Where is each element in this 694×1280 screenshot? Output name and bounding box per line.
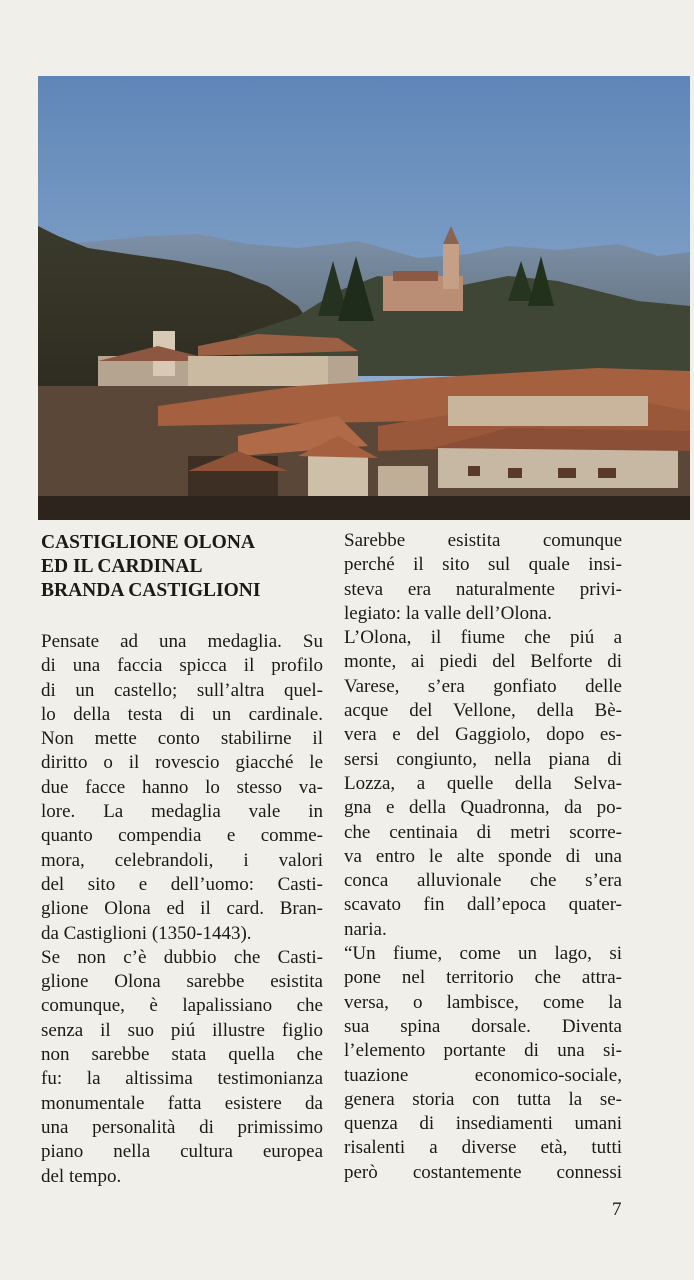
text-line: scavato fin dall’epoca quater- xyxy=(344,894,622,916)
text-line: “Un fiume, come un lago, si xyxy=(344,943,622,965)
text-line: sersi congiunto, nella piana di xyxy=(344,748,622,770)
text-line: glione Olona sarebbe esistita xyxy=(41,971,323,993)
text-line: gna e della Quadronna, da po- xyxy=(344,797,622,819)
text-line: vera e del Gaggiolo, dopo es- xyxy=(344,724,622,746)
title-line: BRANDA CASTIGLIONI xyxy=(41,580,261,601)
text-line: da Castiglioni (1350-1443). xyxy=(41,922,252,944)
text-line: Lozza, a quelle della Selva- xyxy=(344,772,622,794)
text-line: Sarebbe esistita comunque xyxy=(344,530,622,551)
right-body-text xyxy=(344,529,622,1185)
text-line: risalenti a diverse età, tutti xyxy=(344,1137,622,1159)
text-line: va entro le alte sponde di una xyxy=(344,845,622,867)
text-line: che centinaia di metri scorre- xyxy=(344,821,622,843)
title-line: ED IL CARDINAL xyxy=(41,556,203,577)
text-line: fu: la altissima testimonianza xyxy=(41,1068,323,1090)
text-line: perché il sito sul quale insi- xyxy=(344,554,622,576)
text-line: di una faccia spicca il profilo xyxy=(41,655,323,677)
text-line: di un castello; sull’altra quel- xyxy=(41,679,323,701)
text-line: quanto compendia e comme- xyxy=(41,825,323,847)
text-line: genera storia con tutta la se- xyxy=(344,1088,622,1110)
text-line: legiato: la valle dell’Olona. xyxy=(344,602,552,624)
text-line: mora, celebrandoli, i valori xyxy=(41,849,323,871)
text-line: lore. La medaglia vale in xyxy=(41,801,323,823)
text-line: comunque, è lapalissiano che xyxy=(41,995,323,1017)
village-photo-illustration xyxy=(38,76,690,520)
text-line: pone nel territorio che attra- xyxy=(344,967,622,989)
text-line: senza il suo piú illustre figlio xyxy=(41,1019,323,1041)
text-line: Se non c’è dubbio che Casti- xyxy=(41,946,323,968)
text-line: tuazione economico-sociale, xyxy=(344,1064,622,1086)
text-line: naria. xyxy=(344,918,387,940)
text-line: diritto o il rovescio giacché le xyxy=(41,752,323,774)
text-line: L’Olona, il fiume che piú a xyxy=(344,627,622,649)
text-line: versa, o lambisce, come la xyxy=(344,991,622,1013)
text-line: quenza di insediamenti umani xyxy=(344,1113,622,1135)
text-line: una personalità di primissimo xyxy=(41,1116,323,1138)
text-line: steva era naturalmente privi- xyxy=(344,578,622,600)
text-line: monte, ai piedi del Belforte di xyxy=(344,651,622,673)
page-number: 7 xyxy=(612,1199,622,1220)
text-line: due facce hanno lo stesso va- xyxy=(41,776,323,798)
text-line: sua spina dorsale. Diventa xyxy=(344,1015,622,1037)
text-line: però costantemente connessi xyxy=(344,1161,622,1183)
text-line: glione Olona ed il card. Bran- xyxy=(41,898,323,920)
left-body-text xyxy=(41,630,323,1189)
text-line: Non mette conto stabilirne il xyxy=(41,728,323,750)
text-line: l’elemento portante di una si- xyxy=(344,1040,622,1062)
text-line: del sito e dell’uomo: Casti- xyxy=(41,873,323,895)
text-line: acque del Vellone, della Bè- xyxy=(344,700,622,722)
text-line: Pensate ad una medaglia. Su xyxy=(41,631,323,652)
text-line: del tempo. xyxy=(41,1165,122,1187)
text-line: piano nella cultura europea xyxy=(41,1141,323,1163)
text-line: lo della testa di un cardinale. xyxy=(41,703,323,725)
text-line: Varese, s’era gonfiato delle xyxy=(344,675,622,697)
village-photograph xyxy=(38,76,690,520)
left-column xyxy=(41,531,323,1189)
right-column xyxy=(344,529,622,1185)
text-line: monumentale fatta esistere da xyxy=(41,1092,323,1114)
text-line: conca alluvionale che s’era xyxy=(344,870,622,892)
article-title xyxy=(41,531,323,603)
text-line: non sarebbe stata quella che xyxy=(41,1044,323,1066)
title-line: CASTIGLIONE OLONA xyxy=(41,532,256,553)
